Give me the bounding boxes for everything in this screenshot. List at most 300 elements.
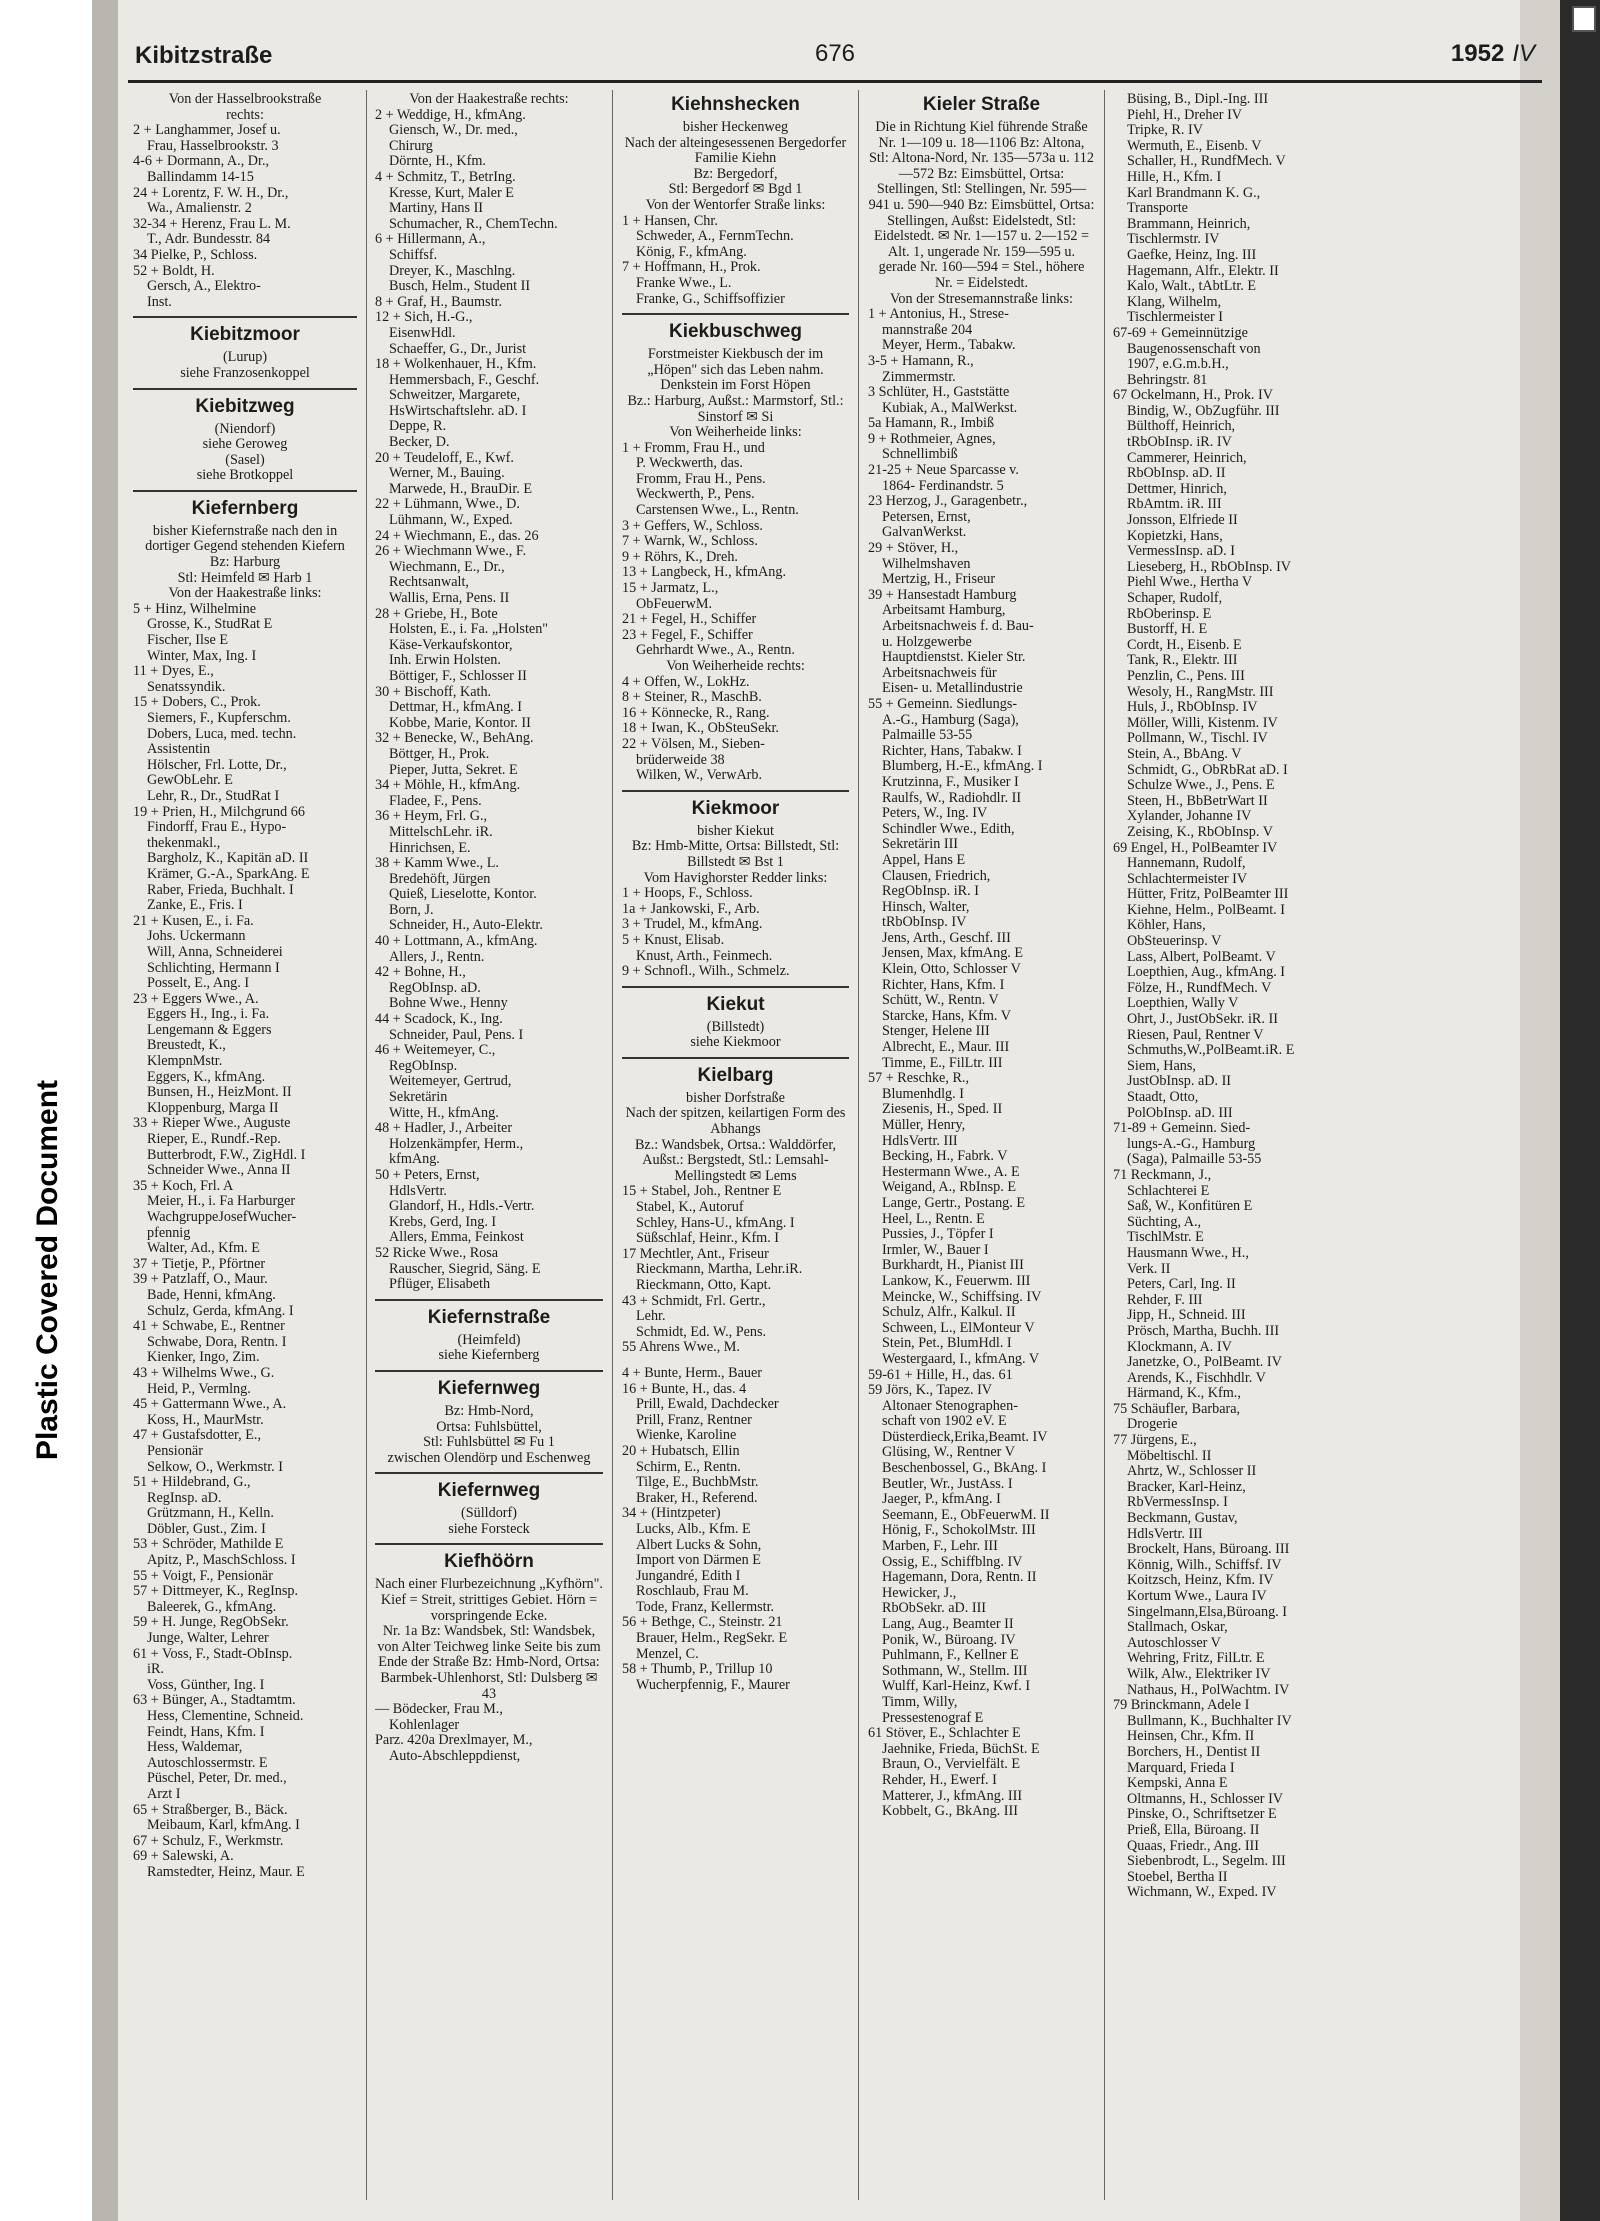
- directory-entry: 20 + Teudeloff, E., Kwf.: [375, 450, 514, 466]
- directory-entry: Schley, Hans-U., kfmAng. I: [636, 1215, 795, 1231]
- directory-entry: Schmuths,W.,PolBeamt.iR. E: [1127, 1043, 1295, 1059]
- directory-entry: Bracker, Karl-Heinz,: [1127, 1479, 1246, 1495]
- directory-entry: Matterer, J., kfmAng. III: [882, 1788, 1023, 1804]
- directory-entry: 38 + Kamm Wwe., L.: [375, 856, 499, 872]
- directory-entry: Lankow, K., Feuerwm. III: [882, 1273, 1031, 1289]
- directory-entry: Schiffsf.: [389, 247, 438, 263]
- directory-entry: Prill, Ewald, Dachdecker: [636, 1397, 779, 1413]
- directory-entry: Braker, H., Referend.: [636, 1490, 758, 1506]
- directory-entry: Winter, Max, Ing. I: [147, 648, 257, 664]
- directory-entry: Clausen, Friedrich,: [882, 868, 991, 884]
- directory-entry: Rieckmann, Martha, Lehr.iR.: [636, 1262, 803, 1278]
- directory-entry: Janetzke, O., PolBeamt. IV: [1127, 1355, 1282, 1371]
- directory-entry: Quieß, Lieselotte, Kontor.: [389, 887, 537, 903]
- directory-entry: Ahrtz, W., Schlosser II: [1127, 1464, 1257, 1480]
- directory-entry: Rehder, H., Ewerf. I: [882, 1772, 997, 1788]
- directory-entry: Zeising, K., RbObInsp. V: [1127, 824, 1273, 840]
- directory-entry: 50 + Peters, Ernst,: [375, 1167, 480, 1183]
- directory-entry: Prill, Franz, Rentner: [636, 1412, 752, 1428]
- directory-entry: Meibaum, Karl, kfmAng. I: [147, 1818, 300, 1834]
- directory-entry: Bohne Wwe., Henny: [389, 996, 508, 1012]
- directory-entry: 24 + Wiechmann, E., das. 26: [375, 528, 539, 544]
- directory-entry: Gehrhardt Wwe., A., Rentn.: [636, 643, 795, 659]
- note-line: Von Weiherheide rechts:: [666, 659, 805, 674]
- directory-entry: 19 + Prien, H., Milchgrund 66: [133, 804, 305, 820]
- directory-entry: Timm, Willy,: [882, 1694, 958, 1710]
- note-line: Vom Havighorster Redder links:: [643, 870, 828, 886]
- directory-entry: 67-69 + Gemeinnützige: [1113, 325, 1248, 341]
- directory-entry: Voss, Günther, Ing. I: [147, 1677, 265, 1693]
- directory-entry: Starcke, Hans, Kfm. V: [882, 1008, 1011, 1024]
- directory-entry: Huls, J., RbObInsp. IV: [1127, 700, 1258, 716]
- directory-entry: Martiny, Hans II: [389, 201, 484, 217]
- directory-entry: Autoschlosser V: [1127, 1635, 1221, 1651]
- directory-entry: Selkow, O., Werkmstr. I: [147, 1459, 283, 1475]
- directory-entry: HdlsVertr.: [389, 1183, 447, 1199]
- directory-entry: 45 + Gattermann Wwe., A.: [133, 1397, 287, 1413]
- directory-entry: Giensch, W., Dr. med.,: [389, 123, 518, 139]
- directory-entry: 22 + Völsen, M., Sieben-: [622, 736, 765, 752]
- directory-entry: Meier, H., i. Fa Harburger: [147, 1194, 296, 1210]
- directory-entry: 47 + Gustafsdotter, E.,: [133, 1428, 262, 1444]
- directory-entry: 39 + Hansestadt Hamburg: [868, 587, 1017, 603]
- directory-entry: 3 + Trudel, M., kfmAng.: [622, 917, 763, 933]
- directory-entry: Pinske, O., Schriftsetzer E: [1127, 1807, 1277, 1823]
- directory-entry: 1 + Hoops, F., Schloss.: [622, 886, 753, 902]
- directory-entry: Hemmersbach, F., Geschf.: [389, 372, 540, 388]
- directory-entry: Ballindamm 14-15: [147, 169, 254, 185]
- corner-mark: [1572, 6, 1596, 32]
- street-heading: Kiekut: [622, 986, 849, 1018]
- directory-entry: 24 + Lorentz, F. W. H., Dr.,: [133, 185, 289, 201]
- directory-entry: Becking, H., Fabrk. V: [882, 1149, 1008, 1165]
- note-line: Bz: Hmb-Mitte, Ortsa: Billstedt, Stl: Billstedt ✉ Bst 1: [631, 839, 840, 870]
- directory-entry: Brammann, Heinrich,: [1127, 216, 1251, 232]
- directory-entry: Hausmann Wwe., H.,: [1127, 1245, 1249, 1261]
- note-line: Ortsa: Fuhlsbüttel,: [436, 1419, 542, 1435]
- directory-entry: RegObInsp. iR. I: [882, 884, 979, 900]
- note-line: siehe Forsteck: [448, 1521, 530, 1537]
- column-5: [1113, 92, 1339, 1901]
- note-line: Bz.: Harburg, Außst.: Marmstorf, Stl.: Sinstorf ✉ Si: [627, 393, 844, 425]
- directory-entry: Möbeltischl. II: [1127, 1448, 1212, 1464]
- directory-entry: Siebenbrodt, L., Segelm. III: [1127, 1854, 1286, 1870]
- directory-entry: 16 + Könnecke, R., Rang.: [622, 705, 770, 721]
- directory-entry: 3 + Geffers, W., Schloss.: [622, 518, 763, 534]
- directory-entry: 53 + Schröder, Mathilde E: [133, 1537, 284, 1553]
- directory-entry: Arbeitsnachweis für: [882, 665, 997, 681]
- directory-entry: Peters, W., Ing. IV: [882, 806, 988, 822]
- directory-entry: Eisen- u. Metallindustrie: [882, 681, 1023, 697]
- directory-entry: Schaper, Rudolf,: [1127, 591, 1223, 606]
- directory-entry: Posselt, E., Ang. I: [147, 976, 250, 992]
- directory-entry: Stallmach, Oskar,: [1127, 1620, 1228, 1636]
- directory-entry: WachgruppeJosefWucher-: [147, 1210, 297, 1225]
- street-heading: Kiekmoor: [622, 790, 849, 822]
- directory-entry: 63 + Bünger, A., Stadtamtm.: [133, 1693, 296, 1709]
- directory-entry: Stein, Pet., BlumHdl. I: [882, 1336, 1012, 1352]
- directory-entry: Jaehnike, Frieda, BüchSt. E: [882, 1741, 1040, 1757]
- directory-entry: 71 Reckmann, J.,: [1113, 1167, 1212, 1183]
- running-head-street: Kibitzstraße: [135, 42, 273, 69]
- directory-entry: 17 Mechtler, Ant., Friseur: [622, 1246, 769, 1262]
- directory-entry: Senatssyndik.: [147, 679, 226, 695]
- street-heading: Kiekbuschweg: [622, 313, 849, 345]
- directory-entry: Nathaus, H., PolWachtm. IV: [1127, 1682, 1290, 1698]
- directory-entry: u. Holzgewerbe: [882, 634, 972, 650]
- directory-entry: 34 Pielke, P., Schloss.: [133, 247, 258, 263]
- directory-entry: Lieseberg, H., RbObInsp. IV: [1127, 559, 1292, 575]
- directory-entry: Appel, Hans E: [882, 852, 966, 868]
- directory-entry: Schütt, W., Rentn. V: [882, 993, 999, 1009]
- directory-entry: 69 + Salewski, A.: [133, 1849, 234, 1865]
- directory-entry: Arbeitsamt Hamburg,: [882, 603, 1006, 619]
- directory-entry: Werner, M., Bauing.: [389, 466, 505, 482]
- directory-entry: 18 + Iwan, K., ObSteuSekr.: [622, 721, 779, 737]
- directory-entry: Petersen, Ernst,: [882, 509, 971, 525]
- directory-entry: T., Adr. Bundesstr. 84: [147, 232, 271, 248]
- directory-entry: Wilken, W., VerwArb.: [636, 768, 763, 784]
- directory-entry: Hagemann, Dora, Rentn. II: [882, 1570, 1037, 1586]
- directory-entry: 4 + Offen, W., LokHz.: [622, 674, 750, 690]
- directory-entry: Tischlermstr. IV: [1127, 232, 1220, 248]
- directory-entry: Hölscher, Frl. Lotte, Dr.,: [147, 757, 287, 773]
- directory-entry: Wilk, Alw., Elektriker IV: [1127, 1666, 1271, 1682]
- directory-entry: Johs. Uckermann: [147, 929, 246, 945]
- directory-entry: 4-6 + Dormann, A., Dr.,: [133, 154, 270, 170]
- directory-entry: Koitzsch, Heinz, Kfm. IV: [1127, 1573, 1274, 1589]
- directory-entry: Oltmanns, H., Schlosser IV: [1127, 1791, 1284, 1807]
- spacer: [622, 1356, 849, 1366]
- note-line: (Sülldorf): [461, 1506, 517, 1522]
- directory-entry: Autoschlossermstr. E: [147, 1755, 268, 1771]
- directory-entry: Grosse, K., StudRat E: [147, 617, 273, 633]
- directory-entry: Eggers, K., kfmAng.: [147, 1069, 266, 1085]
- directory-entry: Stein, A., BbAng. V: [1127, 746, 1242, 762]
- directory-entry: 48 + Hadler, J., Arbeiter: [375, 1121, 513, 1137]
- directory-entry: Allers, J., Rentn.: [389, 949, 485, 965]
- directory-entry: 15 + Dobers, C., Prok.: [133, 695, 261, 711]
- directory-entry: Kempski, Anna E: [1127, 1776, 1228, 1792]
- directory-entry: Lass, Albert, PolBeamt. V: [1127, 949, 1276, 965]
- note-line: Nach der alteingesessenen Bergedorfer Familie Kiehn: [624, 135, 847, 167]
- directory-entry: Rechtsanwalt,: [389, 575, 469, 591]
- directory-entry: Meyer, Herm., Tabakw.: [882, 338, 1016, 354]
- directory-entry: Witte, H., kfmAng.: [389, 1105, 499, 1121]
- directory-entry: Koss, H., MaurMstr.: [147, 1412, 264, 1428]
- directory-entry: Bunsen, H., HeizMont. II: [147, 1085, 292, 1101]
- directory-entry: Beutler, Wr., JustAss. I: [882, 1476, 1013, 1492]
- directory-entry: 7 + Warnk, W., Schloss.: [622, 534, 758, 550]
- directory-entry: 34 + (Hintzpeter): [622, 1506, 721, 1522]
- directory-entry: Richter, Hans, Tabakw. I: [882, 743, 1022, 759]
- directory-entry: GewObLehr. E: [147, 773, 233, 789]
- directory-entry: 59-61 + Hille, H., das. 61: [868, 1367, 1013, 1383]
- directory-entry: 30 + Bischoff, Kath.: [375, 684, 492, 700]
- note-line: Stl: Bergedorf ✉ Bgd 1: [668, 182, 803, 198]
- directory-entry: Stenger, Helene III: [882, 1024, 990, 1040]
- directory-entry: Kortum Wwe., Laura IV: [1127, 1589, 1267, 1604]
- directory-entry: Menzel, C.: [636, 1646, 699, 1662]
- directory-entry: 5 + Hinz, Wilhelmine: [133, 601, 257, 617]
- street-heading: Kiehnshecken: [671, 94, 800, 115]
- directory-entry: Weigand, A., RbInsp. E: [882, 1180, 1017, 1196]
- directory-entry: TischlMstr. E: [1127, 1230, 1204, 1246]
- directory-entry: 28 + Griebe, H., Bote: [375, 606, 498, 622]
- directory-entry: 8 + Steiner, R., MaschB.: [622, 690, 762, 706]
- directory-entry: Schlachtermeister IV: [1127, 871, 1248, 887]
- street-heading: Kiefernberg: [133, 490, 357, 522]
- directory-entry: Hagemann, Alfr., Elektr. II: [1127, 263, 1279, 279]
- directory-entry: Hess, Waldemar,: [147, 1740, 243, 1756]
- directory-entry: 1 + Antonius, H., Strese-: [868, 307, 1009, 323]
- directory-entry: iR.: [147, 1662, 164, 1678]
- directory-entry: Dobers, Luca, med. techn.: [147, 726, 297, 742]
- directory-entry: Müller, Henry,: [882, 1118, 966, 1133]
- directory-entry: 69 Engel, H., PolBeamter IV: [1113, 840, 1278, 856]
- directory-entry: Bindig, W., ObZugführ. III: [1127, 403, 1280, 419]
- directory-entry: Tode, Franz, Kellermstr.: [636, 1599, 775, 1615]
- note-line: Von der Hasselbrookstraße: [168, 92, 322, 107]
- directory-entry: Loepthien, Aug., kfmAng. I: [1127, 965, 1286, 981]
- directory-entry: Sekretärin: [389, 1090, 448, 1105]
- column-divider: [858, 90, 859, 2200]
- directory-entry: Hütter, Fritz, PolBeamter III: [1127, 887, 1289, 903]
- note-line: Von der Wentorfer Straße links:: [645, 197, 826, 213]
- directory-entry: 33 + Rieper Wwe., Auguste: [133, 1116, 291, 1132]
- directory-entry: Singelmann,Elsa,Büroang. I: [1127, 1604, 1287, 1620]
- directory-entry: 52 + Boldt, H.: [133, 263, 215, 279]
- directory-entry: 39 + Patzlaff, O., Maur.: [133, 1272, 268, 1288]
- directory-entry: Schnellimbiß: [882, 447, 958, 463]
- directory-entry: Arzt I: [147, 1786, 181, 1802]
- directory-entry: Arbeitsnachweis f. d. Bau-: [882, 619, 1034, 634]
- volume: IV: [1512, 40, 1535, 67]
- note-line: Von der Haakestraße links:: [168, 586, 322, 602]
- directory-entry: Deppe, R.: [389, 419, 447, 435]
- directory-entry: Pensionär: [147, 1443, 203, 1459]
- directory-entry: 35 + Koch, Frl. A: [133, 1178, 234, 1194]
- street-heading: Kielbarg: [622, 1057, 849, 1089]
- directory-entry: 51 + Hildebrand, G.,: [133, 1475, 251, 1491]
- directory-entry: 55 + Voigt, F., Pensionär: [133, 1568, 273, 1584]
- directory-entry: 59 + H. Junge, RegObSekr.: [133, 1615, 289, 1631]
- directory-entry: Verk. II: [1127, 1261, 1171, 1277]
- directory-entry: Franke Wwe., L.: [636, 275, 732, 291]
- directory-entry: RbObInsp. aD. II: [1127, 466, 1226, 482]
- directory-entry: Prieß, Ella, Büroang. II: [1127, 1822, 1260, 1838]
- note-line: Von Weiherheide links:: [669, 425, 802, 441]
- column-divider: [366, 90, 367, 2200]
- directory-entry: Westergaard, I., kfmAng. V: [882, 1351, 1040, 1367]
- directory-entry: Penzlin, C., Pens. III: [1127, 668, 1245, 684]
- directory-entry: Inh. Erwin Holsten.: [389, 653, 501, 669]
- note-line: (Lurup): [222, 350, 268, 366]
- directory-entry: Butterbrodt, F.W., ZigHdl. I: [147, 1147, 306, 1163]
- note-line: siehe Geroweg: [202, 437, 288, 453]
- side-label-text: Plastic Covered Document: [31, 1079, 64, 1461]
- note-line: Nach der spitzen, keilartigen Form des Abhangs: [625, 1106, 846, 1138]
- directory-entry: 18 + Wolkenhauer, H., Kfm.: [375, 357, 537, 373]
- directory-entry: 55 + Gemeinn. Siedlungs-: [868, 696, 1018, 712]
- directory-entry: Dettmar, H., kfmAng. I: [389, 700, 523, 716]
- directory-entry: Jonsson, Elfriede II: [1127, 513, 1238, 529]
- directory-entry: Dreyer, K., Maschlng.: [389, 263, 516, 279]
- directory-entry: Schulz, Gerda, kfmAng. I: [147, 1303, 294, 1319]
- directory-entry: Schneider Wwe., Anna II: [147, 1163, 291, 1179]
- directory-entry: 15 + Jarmatz, L.,: [622, 581, 719, 597]
- note-line: rechts:: [226, 107, 264, 123]
- directory-entry: Düsterdieck,Erika,Beamt. IV: [882, 1429, 1048, 1445]
- note-line: zwischen Olendörp und Eschenweg: [387, 1450, 591, 1466]
- directory-entry: 7 + Hoffmann, H., Prok.: [622, 260, 761, 276]
- directory-entry: Wichmann, W., Exped. IV: [1127, 1885, 1277, 1901]
- directory-entry: tRbObInsp. IV: [882, 915, 967, 931]
- directory-entry: Drogerie: [1127, 1417, 1178, 1433]
- directory-entry: Heel, L., Rentn. E: [882, 1211, 985, 1227]
- directory-entry: Schulze Wwe., J., Pens. E: [1127, 778, 1275, 794]
- directory-entry: Kopietzki, Hans,: [1127, 528, 1223, 544]
- directory-entry: 77 Jürgens, E.,: [1113, 1433, 1197, 1449]
- directory-entry: Quaas, Friedr., Ang. III: [1127, 1838, 1259, 1854]
- directory-entry: 79 Brinckmann, Adele I: [1113, 1698, 1250, 1714]
- directory-entry: HsWirtschaftslehr. aD. I: [389, 403, 527, 419]
- directory-entry: Puhlmann, F., Kellner E: [882, 1648, 1019, 1664]
- directory-entry: kfmAng.: [389, 1152, 440, 1168]
- note-line: siehe Kiefernberg: [438, 1348, 540, 1364]
- note-line: (Sasel): [225, 452, 265, 468]
- directory-entry: 1 + Fromm, Frau H., und: [622, 440, 765, 456]
- directory-entry: Hewicker, J.,: [882, 1585, 957, 1601]
- directory-entry: Braun, O., Vervielfält. E: [882, 1757, 1021, 1773]
- directory-entry: Frau, Hasselbrookstr. 3: [147, 138, 279, 154]
- directory-entry: Kresse, Kurt, Maler E: [389, 185, 514, 201]
- directory-entry: Schneider, H., Auto-Elektr.: [389, 918, 543, 934]
- directory-entry: Burkhardt, H., Pianist III: [882, 1258, 1024, 1274]
- year-volume: [1451, 40, 1535, 68]
- directory-entry: Allers, Emma, Feinkost: [389, 1230, 524, 1246]
- directory-entry: Knust, Arth., Feinmech.: [636, 948, 773, 964]
- directory-entry: Richter, Hans, Kfm. I: [882, 977, 1005, 993]
- directory-entry: RegInsp. aD.: [147, 1490, 222, 1506]
- directory-entry: 2 + Weddige, H., kfmAng.: [375, 107, 526, 123]
- directory-entry: Brockelt, Hans, Büroang. III: [1127, 1542, 1290, 1558]
- directory-entry: Cordt, H., Eisenb. E: [1127, 637, 1242, 653]
- directory-entry: Assistentin: [147, 742, 211, 758]
- directory-entry: 23 + Eggers Wwe., A.: [133, 991, 259, 1007]
- directory-entry: Fischer, Ilse E: [147, 633, 228, 649]
- header-rule: [128, 80, 1542, 83]
- directory-entry: 58 + Thumb, P., Trillup 10: [622, 1662, 773, 1678]
- directory-entry: VermessInsp. aD. I: [1127, 544, 1235, 560]
- directory-entry: Bredehöft, Jürgen: [389, 871, 491, 887]
- directory-entry: Baleerek, G., kfmAng.: [147, 1599, 277, 1615]
- directory-entry: (Saga), Palmaille 53-55: [1127, 1152, 1262, 1168]
- directory-entry: tRbObInsp. iR. IV: [1127, 435, 1232, 451]
- directory-entry: 57 + Dittmeyer, K., RegInsp.: [133, 1584, 299, 1600]
- note-line: Von der Haakestraße rechts:: [409, 92, 569, 107]
- directory-entry: Süchting, A.,: [1127, 1214, 1202, 1230]
- directory-entry: KlempnMstr.: [147, 1054, 223, 1070]
- directory-entry: Holsten, E., i. Fa. „Holsten": [389, 622, 549, 638]
- note-line: Bz: Harburg: [209, 555, 281, 571]
- directory-entry: 29 + Stöver, H.,: [868, 541, 959, 557]
- directory-entry: Bustorff, H. E: [1127, 622, 1208, 638]
- directory-entry: Lehr, R., Dr., StudRat I: [147, 788, 280, 804]
- directory-entry: Käse-Verkaufskontor,: [389, 637, 513, 653]
- column-4: [868, 92, 1095, 1820]
- directory-entry: EisenwHdl.: [389, 325, 456, 341]
- directory-entry: 44 + Scadock, K., Ing.: [375, 1012, 503, 1028]
- directory-entry: Albert Lucks & Sohn,: [636, 1537, 762, 1553]
- directory-entry: Kobbelt, G., BkAng. III: [882, 1804, 1018, 1820]
- directory-entry: 36 + Heym, Frl. G.,: [375, 809, 488, 825]
- directory-entry: 59 Jörs, K., Tapez. IV: [868, 1383, 993, 1399]
- directory-entry: Weitemeyer, Gertrud,: [389, 1074, 512, 1090]
- note-line: siehe Franzosenkoppel: [180, 365, 310, 381]
- directory-entry: 5a Hamann, R., Imbiß: [868, 416, 995, 432]
- directory-entry: 9 + Schnofl., Wilh., Schmelz.: [622, 964, 790, 980]
- directory-entry: Franke, G., Schiffsoffizier: [636, 291, 785, 307]
- directory-entry: Carstensen Wwe., L., Rentn.: [636, 503, 799, 519]
- directory-entry: Apitz, P., MaschSchloss. I: [147, 1553, 296, 1569]
- directory-entry: Xylander, Johanne IV: [1127, 809, 1252, 825]
- directory-entry: 46 + Weitemeyer, C.,: [375, 1043, 496, 1059]
- directory-entry: 41 + Schwabe, E., Rentner: [133, 1319, 285, 1335]
- directory-entry: Süßschlaf, Heinr., Kfm. I: [636, 1231, 780, 1247]
- directory-entry: 6 + Hillermann, A.,: [375, 232, 486, 248]
- note-line: bisher Kiekut: [697, 823, 774, 839]
- directory-entry: Rieckmann, Otto, Kapt.: [636, 1278, 772, 1293]
- directory-entry: Chirurg: [389, 138, 433, 154]
- directory-entry: Böttiger, F., Schlosser II: [389, 668, 527, 684]
- directory-entry: Schweitzer, Margarete,: [389, 388, 521, 404]
- directory-entry: Arends, K., Fischhdlr. V: [1127, 1370, 1266, 1386]
- note-line: Von der Stresemannstraße links:: [890, 291, 1073, 307]
- directory-entry: P. Weckwerth, das.: [636, 456, 743, 472]
- directory-entry: Döbler, Gust., Zim. I: [147, 1521, 266, 1537]
- note-line: Nr. 1a Bz: Wandsbek, Stl: Wandsbek, von Alter Teichweg linke Seite bis zum Ende der Straße Bz: Hmb-Nord, Ortsa: Barmbek-Uhlenhorst, Stl: Dulsberg ✉ 43: [377, 1624, 601, 1702]
- column-divider: [1104, 90, 1105, 2200]
- directory-entry: Fölze, H., RundfMech. V: [1127, 980, 1272, 996]
- directory-entry: Ohrt, J., JustObSekr. iR. II: [1127, 1012, 1278, 1028]
- note-line: Stl: Heimfeld ✉ Harb 1: [177, 570, 313, 586]
- directory-entry: Hinrichsen, E.: [389, 840, 471, 856]
- note-line: (Heimfeld): [457, 1332, 521, 1348]
- directory-entry: Lang, Aug., Beamter II: [882, 1617, 1014, 1632]
- directory-entry: 11 + Dyes, E.,: [133, 664, 214, 680]
- directory-entry: Eggers H., Ing., i. Fa.: [147, 1007, 270, 1023]
- directory-entry: — Bödecker, Frau M.,: [375, 1702, 503, 1718]
- directory-entry: Ponik, W., Büroang. IV: [882, 1632, 1016, 1648]
- directory-entry: Wermuth, E., Eisenb. V: [1127, 138, 1262, 154]
- directory-entry: Marquard, Frieda I: [1127, 1760, 1235, 1776]
- note-line: Forstmeister Kiekbusch der im „Höpen" sich das Leben nahm. Denkstein im Forst Höpen: [647, 347, 824, 394]
- directory-entry: Import von Därmen E: [636, 1553, 761, 1569]
- directory-entry: Glandorf, H., Hdls.-Vertr.: [389, 1199, 535, 1215]
- directory-entry: Timme, E., FilLtr. III: [882, 1055, 1003, 1071]
- directory-entry: Altonaer Stenographen-: [882, 1398, 1018, 1414]
- directory-entry: Auto-Abschleppdienst,: [389, 1749, 521, 1764]
- directory-entry: Seemann, E., ObFeuerwM. II: [882, 1507, 1050, 1523]
- directory-entry: Marwede, H., BrauDir. E: [389, 481, 533, 497]
- directory-entry: Baugenossenschaft von: [1127, 341, 1261, 357]
- directory-entry: Pressestenograf E: [882, 1710, 984, 1726]
- directory-entry: Heid, P., Vermlng.: [147, 1381, 251, 1397]
- directory-entry: Piehl, H., Dreher IV: [1127, 107, 1243, 123]
- directory-entry: 56 + Bethge, C., Steinstr. 21: [622, 1615, 783, 1631]
- street-heading: Kieler Straße: [922, 94, 1041, 115]
